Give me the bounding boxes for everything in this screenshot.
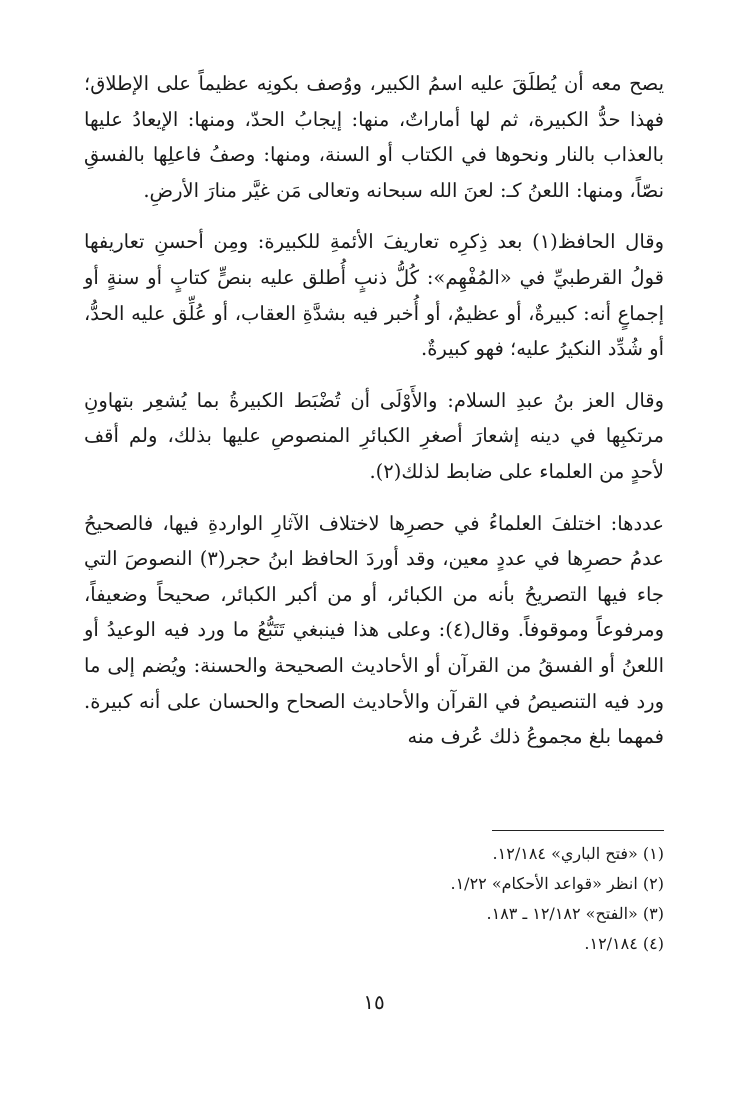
paragraph: يصح معه أن يُطلَقَ عليه اسمُ الكبير، ووُصف بكونِه عظيماً على الإطلاق؛ فهذا حدُّ الكبيرة، ثم لها أماراتٌ، منها: إيجابُ الحدّ، ومنها: الإيعادُ عليها بالعذاب بالنار ونحوها في الكتاب أو السنة، ومنها: وصفُ فاعلِها بالفسقِ نصّاً، ومنها: اللعنُ كـ: لعنَ الله سبحانه وتعالى مَن غيَّر منارَ الأرضِ. (84, 72, 664, 202)
footnotes-list (84, 839, 664, 959)
footnote: (٤) ١٢/١٨٤. (584, 934, 664, 953)
body-text (84, 66, 664, 755)
footnote: (٣) «الفتح» ١٢/١٨٢ ـ ١٨٣. (486, 904, 664, 923)
paragraph: عددها: اختلفَ العلماءُ في حصرِها لاختلاف الآثارِ الواردةِ فيها، فالصحيحُ عدمُ حصرِها في عددٍ معين، وقد أوردَ الحافظ ابنُ حجر(٣) النصوصَ التي جاء فيها التصريحُ بأنه من الكبائر، أو من أكبر الكبائر، صحيحاً وضعيفاً، ومرفوعاً وموقوفاً. وقال(٤): وعلى هذا فينبغي تَتَبُّعُ ما ورد فيه الوعيدُ أو اللعنُ أو الفسقُ من القرآن أو الأحاديث الصحيحة والحسنة: ويُضم إلى ما ورد فيه التنصيصُ في القرآن والأحاديث الصحاح والحسان على أنه كبيرة. فمهما بلغ مجموعُ ذلك عُرف منه (84, 511, 664, 749)
page-number: ١٥ (363, 990, 385, 1014)
paragraph: وقال العز بنُ عبدِ السلام: والأَوْلَى أن تُضْبَط الكبيرةُ بما يُشعِر بتهاونِ مرتكبِها في دينه إشعارَ أصغرِ الكبائرِ المنصوصِ عليها بذلك، ولم أقف لأحدٍ من العلماء على ضابط لذلك(٢). (84, 388, 664, 483)
footnote: (٢) انظر «قواعد الأحكام» ١/٢٢. (450, 874, 664, 893)
book-page (84, 66, 664, 1066)
paragraph: وقال الحافظ(١) بعد ذِكرِه تعاريفَ الأئمةِ للكبيرة: ومِن أحسنِ تعاريفها قولُ القرطبيِّ في «المُفْهِم»: كُلُّ ذنبٍ أُطلق عليه بنصٍّ كتابٍ أو سنةٍ أو إجماعٍ أنه: كبيرةٌ، أو عظيمٌ، أو أُخبر فيه بشدَّةِ العقاب، أو عُلِّق عليه الحدُّ، أو شُدِّد النكيرُ عليه؛ فهو كبيرةٌ. (84, 230, 665, 361)
footnote-divider (492, 830, 664, 831)
footnote: (١) «فتح الباري» ١٢/١٨٤. (492, 844, 664, 863)
